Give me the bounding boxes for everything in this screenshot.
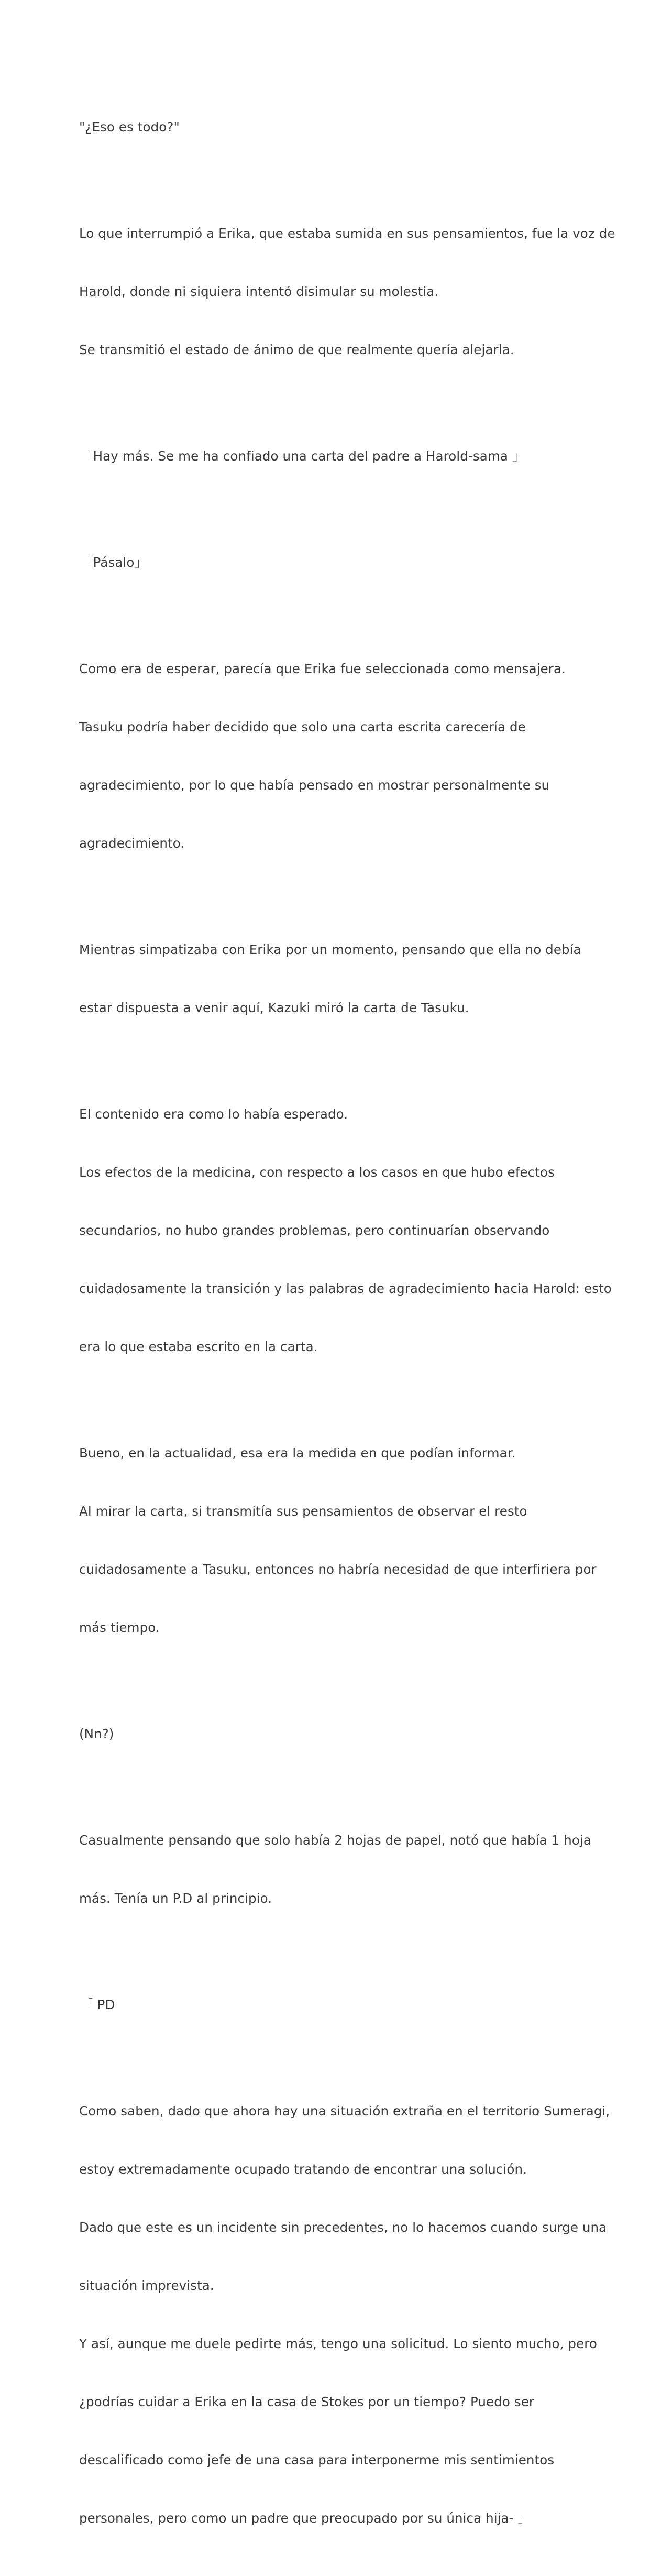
text-line: agradecimiento, por lo que había pensado en mostrar personalmente su <box>79 777 550 793</box>
text-line: Como saben, dado que ahora hay una situación extraña en el territorio Sumeragi, <box>79 2103 610 2119</box>
text-line: Se transmitió el estado de ánimo de que realmente quería alejarla. <box>79 342 514 357</box>
text-line: Y así, aunque me duele pedirte más, tengo una solicitud. Lo siento mucho, pero <box>79 2336 597 2351</box>
text-line: estoy extremadamente ocupado tratando de encontrar una solución. <box>79 2162 527 2177</box>
paragraph-1 <box>79 79 571 176</box>
text-line: más tiempo. <box>79 1620 160 1635</box>
text-line: descalificado como jefe de una casa para interponerme mis sentimientos <box>79 2452 555 2468</box>
paragraph-11 <box>80 1956 571 2053</box>
text-line: era lo que estaba escrito en la carta. <box>79 1339 318 1354</box>
text-line: 「 PD <box>80 1997 115 2012</box>
text-line: Harold, donde ni siquiera intentó disimular su molestia. <box>79 284 439 299</box>
text-line: estar dispuesta a venir aquí, Kazuki miró la carta de Tasuku. <box>79 1000 469 1015</box>
paragraph-10 <box>79 1792 591 1947</box>
text-line: Al mirar la carta, si transmitía sus pensamientos de observar el resto <box>79 1504 527 1519</box>
text-line: Como era de esperar, parecía que Erika fue seleccionada como mensajera. <box>79 661 566 676</box>
text-line: Lo que interrumpió a Erika, que estaba sumida en sus pensamientos, fue la voz de <box>79 226 615 241</box>
paragraph-9 <box>79 1685 571 1782</box>
paragraph-5 <box>79 620 571 892</box>
text-line: Bueno, en la actualidad, esa era la medida en que podían informar. <box>79 1445 516 1461</box>
text-line: El contenido era como lo había esperado. <box>79 1106 348 1122</box>
paragraph-4 <box>80 514 571 611</box>
text-line: Los efectos de la medicina, con respecto a los casos en que hubo efectos <box>79 1165 555 1180</box>
text-line: cuidadosamente la transición y las palabras de agradecimiento hacia Harold: esto <box>79 1281 612 1296</box>
paragraph-8 <box>79 1405 597 1676</box>
text-line: cuidadosamente a Tasuku, entonces no habría necesidad de que interfiriera por <box>79 1562 597 1577</box>
text-line: Tasuku podría haber decidido que solo una carta escrita carecería de <box>79 719 526 735</box>
text-line: agradecimiento. <box>79 836 185 851</box>
text-line: ¿podrías cuidar a Erika en la casa de Stokes por un tiempo? Puedo ser <box>79 2394 535 2409</box>
text-line: "¿Eso es todo?" <box>79 119 180 135</box>
text-line: Mientras simpatizaba con Erika por un momento, pensando que ella no debía <box>79 942 581 957</box>
text-line: más. Tenía un P.D al principio. <box>79 1891 272 1906</box>
paragraph-12 <box>79 2063 610 2567</box>
text-line: Dado que este es un incidente sin precedentes, no lo hacemos cuando surge una <box>79 2220 607 2235</box>
paragraph-6 <box>79 901 581 1056</box>
text-line: (Nn?) <box>79 1726 114 1741</box>
paragraph-3 <box>80 408 571 505</box>
text-line: Casualmente pensando que solo había 2 hojas de papel, notó que había 1 hoja <box>79 1833 591 1848</box>
text-line: personales, pero como un padre que preocupado por su única hija- 」 <box>79 2511 531 2526</box>
text-line: 「Pásalo」 <box>80 555 148 570</box>
text-line: 「Hay más. Se me ha confiado una carta del padre a Harold-sama 」 <box>80 448 525 464</box>
paragraph-2 <box>79 185 615 398</box>
paragraph-7 <box>79 1066 612 1395</box>
text-line: secundarios, no hubo grandes problemas, pero continuarían observando <box>79 1223 550 1238</box>
text-line: situación imprevista. <box>79 2278 214 2293</box>
document-body <box>79 79 615 2576</box>
